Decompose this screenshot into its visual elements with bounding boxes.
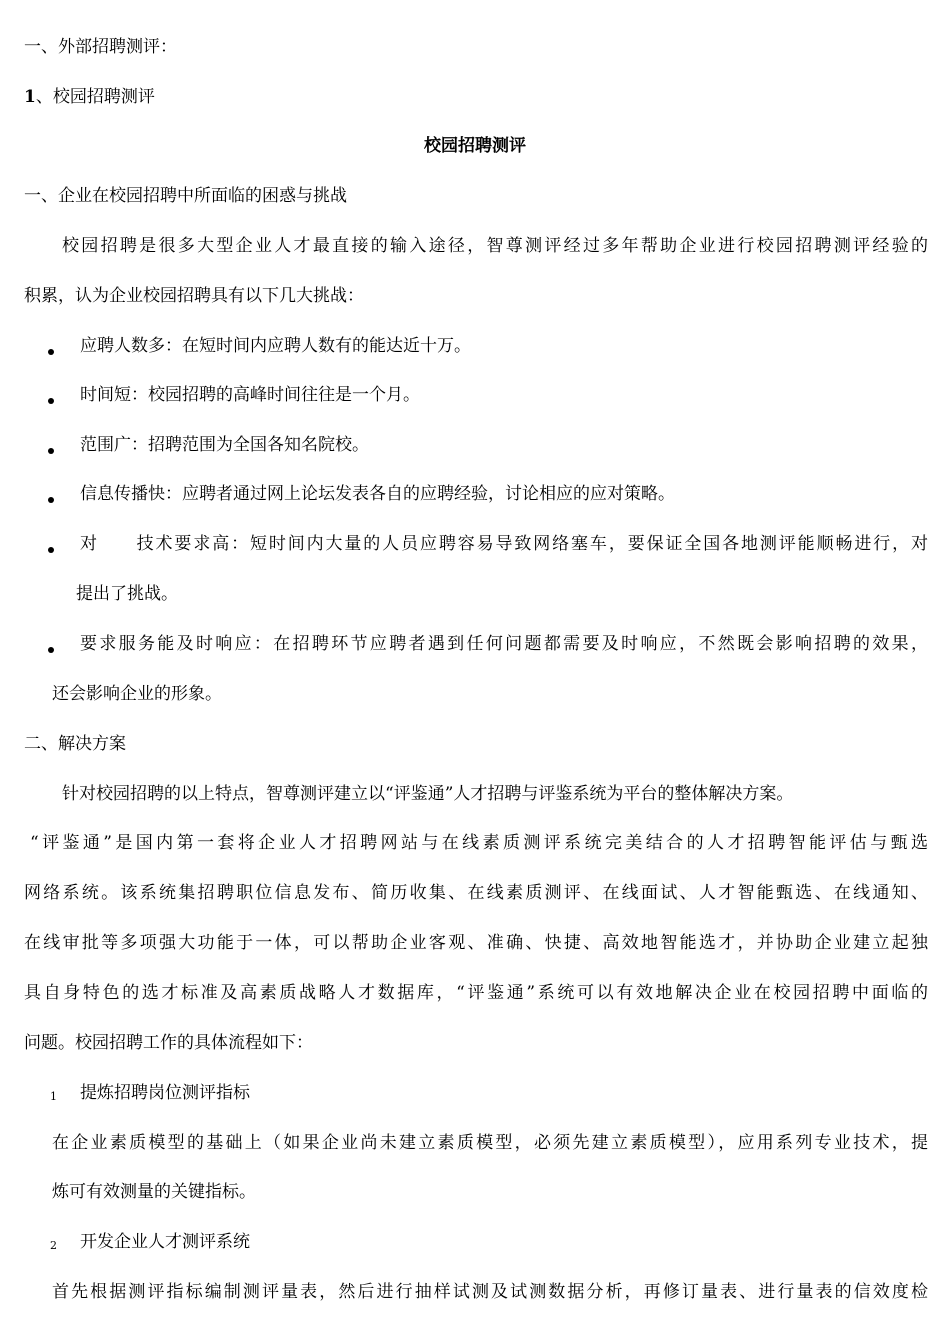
bullet-item-1: 应聘人数多：在短时间内应聘人数有的能达近十万。 [80, 336, 471, 356]
heading-number: 1 [24, 87, 36, 107]
bullet-item-6-continued: 还会影响企业的形象。 [52, 684, 222, 704]
heading-external-recruitment: 一、外部招聘测评： [24, 37, 177, 57]
section-2-paragraph-2-line-2: 网络系统。该系统集招聘职位信息发布、简历收集、在线素质测评、在线面试、人才智能甄选、在线通知、 [24, 883, 928, 903]
step-1-line-2: 炼可有效测量的关键指标。 [52, 1182, 256, 1202]
bullet-dot [48, 448, 54, 454]
step-2-number: 2 [50, 1239, 57, 1252]
section-2-heading: 二、解决方案 [24, 734, 126, 754]
step-2-line-1: 首先根据测评指标编制测评量表，然后进行抽样试测及试测数据分析，再修订量表、进行量表的信效度检 [52, 1282, 928, 1302]
bullet-item-5: 对 技术要求高：短时间内大量的人员应聘容易导致网络塞车，要保证全国各地测评能顺畅进行，对 [80, 534, 928, 554]
section-2-paragraph-2-line-3: 在线审批等多项强大功能于一体，可以帮助企业客观、准确、快捷、高效地智能选才，并协助企业建立起独 [24, 933, 928, 953]
heading-campus-recruitment [24, 86, 928, 108]
section-2-paragraph-2-line-5: 问题。校园招聘工作的具体流程如下： [24, 1033, 313, 1053]
bullet-dot [48, 647, 54, 653]
bullet-item-5-continued: 提出了挑战。 [76, 584, 178, 604]
step-1-line-1: 在企业素质模型的基础上（如果企业尚未建立素质模型，必须先建立素质模型），应用系列专业技术，提 [52, 1133, 928, 1153]
heading-text: 、校园招聘测评 [35, 87, 155, 107]
bullet-dot [48, 497, 54, 503]
step-1-title: 提炼招聘岗位测评指标 [80, 1083, 250, 1103]
bullet-item-6: 要求服务能及时响应：在招聘环节应聘者遇到任何问题都需要及时响应，不然既会影响招聘的效果， [80, 634, 928, 654]
bullet-item-4: 信息传播快：应聘者通过网上论坛发表各自的应聘经验，讨论相应的应对策略。 [80, 484, 675, 504]
step-2-title: 开发企业人才测评系统 [80, 1232, 250, 1252]
section-1-heading: 一、企业在校园招聘中所面临的困惑与挑战 [24, 186, 347, 206]
section-2-paragraph-2-line-1: “评鉴通”是国内第一套将企业人才招聘网站与在线素质测评系统完美结合的人才招聘智能评估与甄选 [30, 833, 928, 853]
section-2-paragraph-2-line-4: 具自身特色的选才标准及高素质战略人才数据库，“评鉴通”系统可以有效地解决企业在校园招聘中面临的 [24, 983, 928, 1003]
section-2-paragraph-1: 针对校园招聘的以上特点，智尊测评建立以“评鉴通”人才招聘与评鉴系统为平台的整体解决方案。 [62, 784, 794, 804]
section-1-intro-line-2: 积累，认为企业校园招聘具有以下几大挑战： [24, 286, 364, 306]
document-title: 校园招聘测评 [424, 136, 526, 156]
bullet-item-3: 范围广：招聘范围为全国各知名院校。 [80, 435, 369, 455]
bullet-item-2: 时间短：校园招聘的高峰时间往往是一个月。 [80, 385, 420, 405]
bullet-dot [48, 398, 54, 404]
section-1-intro-line-1: 校园招聘是很多大型企业人才最直接的输入途径，智尊测评经过多年帮助企业进行校园招聘测评经验的 [62, 236, 928, 256]
bullet-dot [48, 547, 54, 553]
bullet-dot [48, 349, 54, 355]
step-1-number: 1 [50, 1090, 57, 1103]
